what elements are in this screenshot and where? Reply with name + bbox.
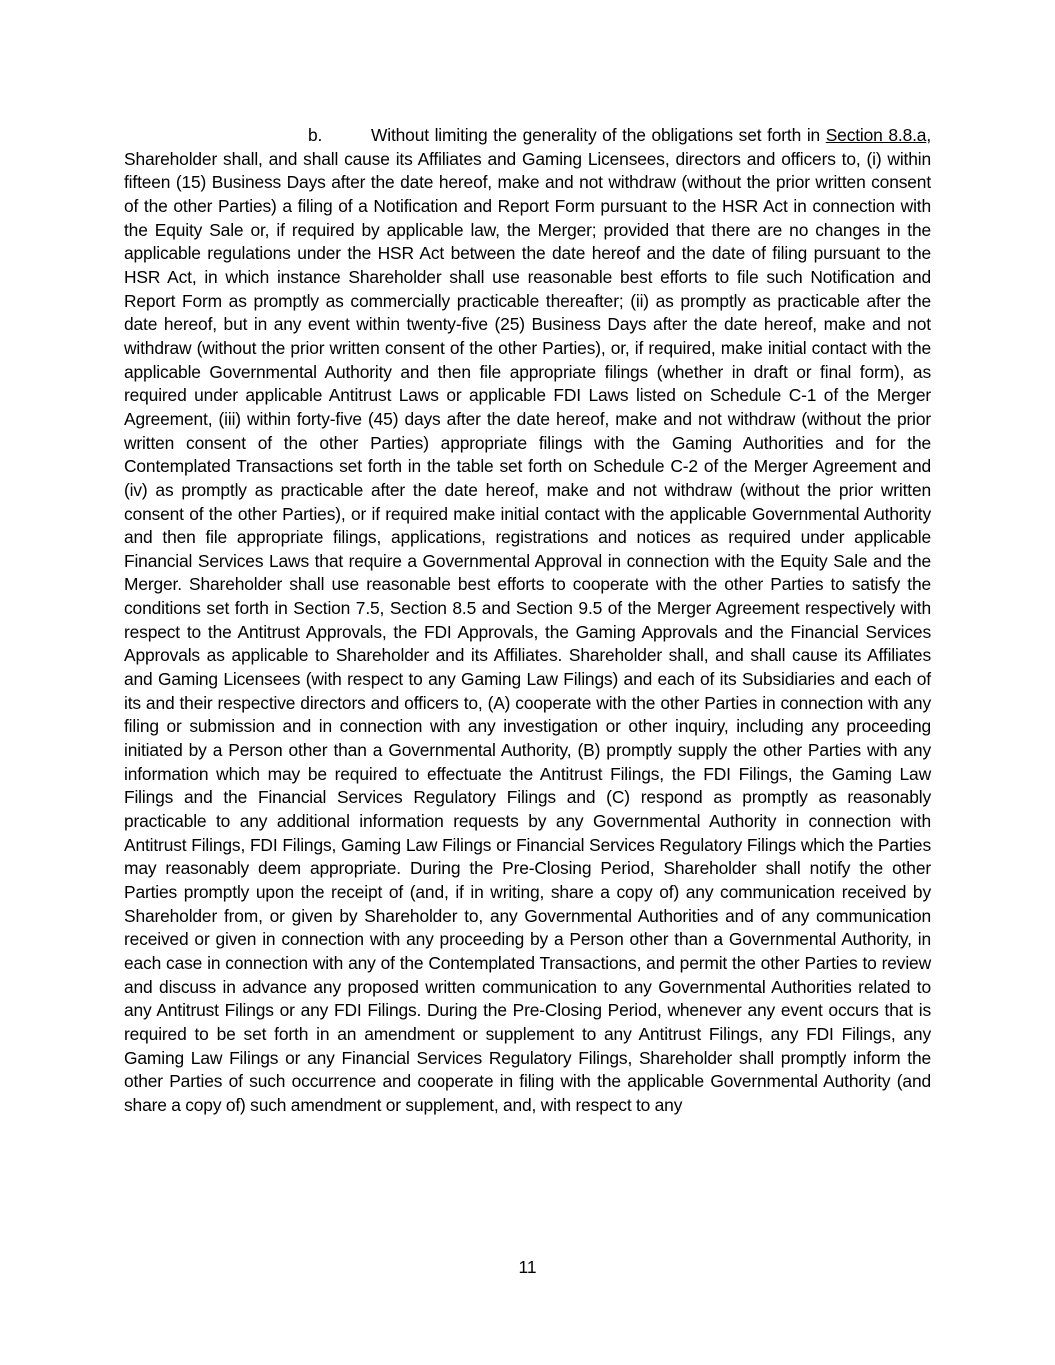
clause-body-text: , Shareholder shall, and shall cause its Affiliates and Gaming Licensees, directors and officers to, (i) within fifteen (15) Business Days after the date hereof, make and not withdraw (without the prior written consent of the other Parties) a filing of a Notification and Report Form pursuant to the HSR Act in connection with the Equity Sale or, if required by applicable law, the Merger; provided that there are no changes in the applicable regulations under the HSR Act between the date hereof and the date of filing pursuant to the HSR Act, in which instance Shareholder shall use reasonable best efforts to file such Notification and Report Form as promptly as commercially practicable thereafter; (ii) as promptly as practicable after the date hereof, but in any event within twenty-five (25) Business Days after the date hereof, make and not withdraw (without the prior written consent of the other Parties), or, if required, make initial contact with the applicable Governmental Authority and then file appropriate filings (whether in draft or final form), as required under applicable Antitrust Laws or applicable FDI Laws listed on Schedule C-1 of the Merger Agreement, (iii) within forty-five (45) days after the date hereof, make and not withdraw (without the prior written consent of the other Parties) appropriate filings with the Gaming Authorities and for the Contemplated Transactions set forth in the table set forth on Schedule C-2 of the Merger Agreement and (iv) as promptly as practicable after the date hereof, make and not withdraw (without the prior written consent of the other Parties), or if required make initial contact with the applicable Governmental Authority and then file appropriate filings, applications, registrations and notices as required under applicable Financial Services Laws that require a Governmental Approval in connection with the Equity Sale and the Merger. Shareholder shall use reasonable best efforts to cooperate with the other Parties to satisfy the conditions set forth in Section 7.5, Section 8.5 and Section 9.5 of the Merger Agreement respectively with respect to the Antitrust Approvals, the FDI Approvals, the Gaming Approvals and the Financial Services Approvals as applicable to Shareholder and its Affiliates. Shareholder shall, and shall cause its Affiliates and Gaming Licensees (with respect to any Gaming Law Filings) and each of its Subsidiaries and each of its and their respective directors and officers to, (A) cooperate with the other Parties in connection with any filing or submission and in connection with any investigation or other inquiry, including any proceeding initiated by a Person other than a Governmental Authority, (B) promptly supply the other Parties with any information which may be required to effectuate the Antitrust Filings, the FDI Filings, the Gaming Law Filings and the Financial Services Regulatory Filings and (C) respond as promptly as reasonably practicable to any additional information requests by any Governmental Authority in connection with Antitrust Filings, FDI Filings, Gaming Law Filings or Financial Services Regulatory Filings which the Parties may reasonably deem appropriate. During the Pre-Closing Period, Shareholder shall notify the other Parties promptly upon the receipt of (and, if in writing, share a copy of) any communication received by Shareholder from, or given by Shareholder to, any Governmental Authorities and of any communication received or given in connection with any proceeding by a Person other than a Governmental Authority, in each case in connection with any of the Contemplated Transactions, and permit the other Parties to review and discuss in advance any proposed written communication to any Governmental Authorities related to any Antitrust Filings or any FDI Filings. During the Pre-Closing Period, whenever any event occurs that is required to be set forth in an amendment or supplement to any Antitrust Filings, any FDI Filings, any Gaming Law Filings or any Financial Services Regulatory Filings, Shareholder shall promptly inform the other Parties of such occurrence and cooperate in filing with the applicable Governmental Authority (and share a copy of) such amendment or supplement, and, with respect to any xyxy=(124,125,931,1115)
clause-enumerator: b. xyxy=(308,125,323,145)
section-reference: Section 8.8.a xyxy=(825,125,927,145)
clause-intro-text: Without limiting the generality of the obligations set forth in xyxy=(371,125,826,145)
clause-paragraph-b xyxy=(124,124,931,1118)
page-number: 11 xyxy=(518,1257,537,1277)
